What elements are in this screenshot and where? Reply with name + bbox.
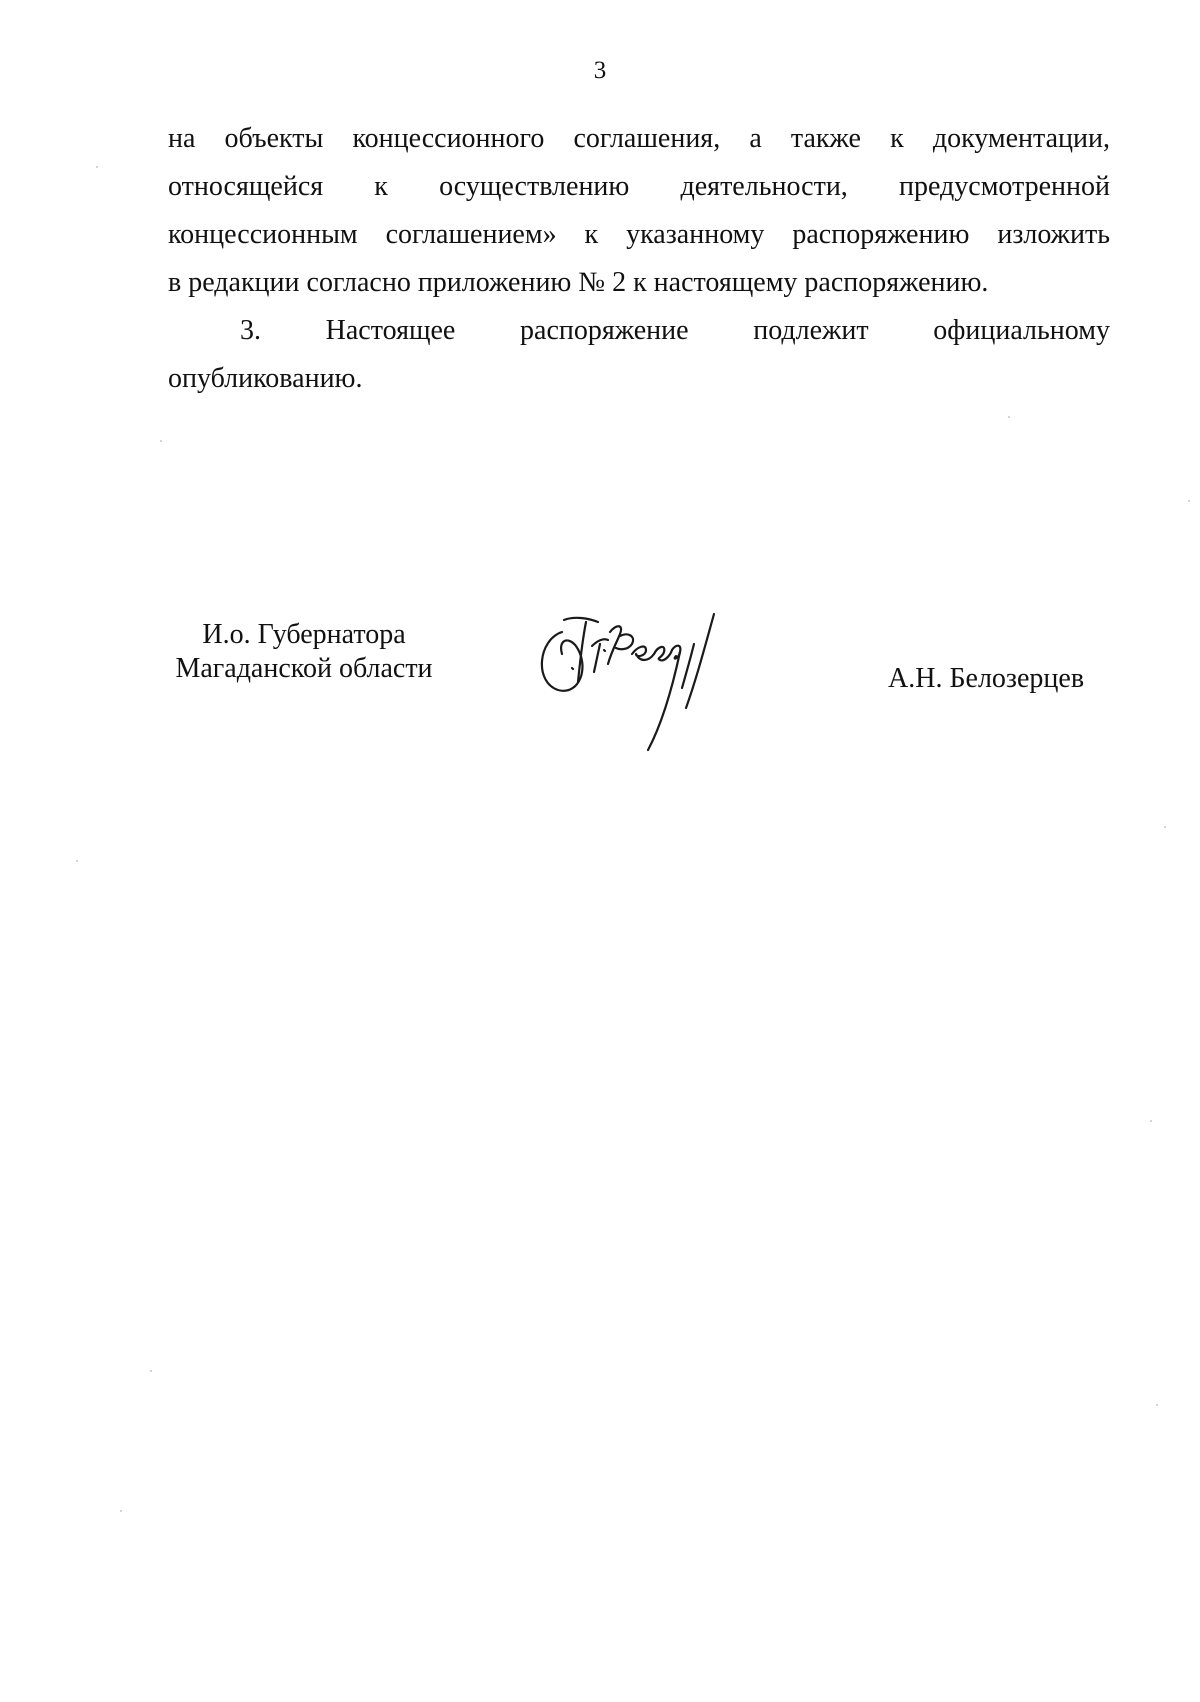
paragraph-2-word: подлежит: [753, 315, 869, 346]
scan-speck: [96, 166, 98, 168]
paragraph-2-first-line: [168, 307, 1110, 355]
scan-speck: [120, 1510, 122, 1512]
scan-speck: [1008, 416, 1010, 418]
scan-speck: [160, 440, 162, 442]
signer-title-line-2: Магаданской области: [175, 653, 433, 684]
paragraph-2-word: официальному: [933, 315, 1110, 346]
paragraph-2-word: Настоящее: [325, 315, 456, 346]
document-body: [168, 115, 1110, 403]
paragraph-1: [168, 115, 1110, 307]
scan-speck: [1156, 1404, 1158, 1406]
paragraph-1-line: относящейся к осуществлению деятельности, предусмотренной: [168, 171, 1110, 202]
scan-speck: [150, 1370, 152, 1372]
signer-title-line-1: И.о. Губернатора: [202, 619, 406, 650]
scan-speck: [76, 860, 78, 862]
page-number: 3: [593, 57, 607, 84]
paragraph-1-line: концессионным соглашением» к указанному распоряжению изложить: [168, 219, 1110, 250]
paragraph-1-line: в редакции согласно приложению № 2 к настоящему распоряжению.: [168, 267, 989, 298]
signature-block: [0, 618, 1200, 778]
paragraph-2: [168, 307, 1110, 403]
handwritten-signature: [528, 610, 768, 760]
item-number: 3.: [240, 315, 261, 346]
scan-speck: [1164, 826, 1166, 828]
paragraph-2-last-line: опубликованию.: [168, 363, 363, 394]
signer-name: А.Н. Белозерцев: [888, 663, 1085, 694]
scan-speck: [1188, 500, 1190, 502]
signer-title: [164, 618, 444, 686]
paragraph-2-word: распоряжение: [520, 315, 689, 346]
paragraph-1-line: на объекты концессионного соглашения, а также к документации,: [168, 123, 1110, 154]
scan-speck: [1150, 1120, 1152, 1122]
